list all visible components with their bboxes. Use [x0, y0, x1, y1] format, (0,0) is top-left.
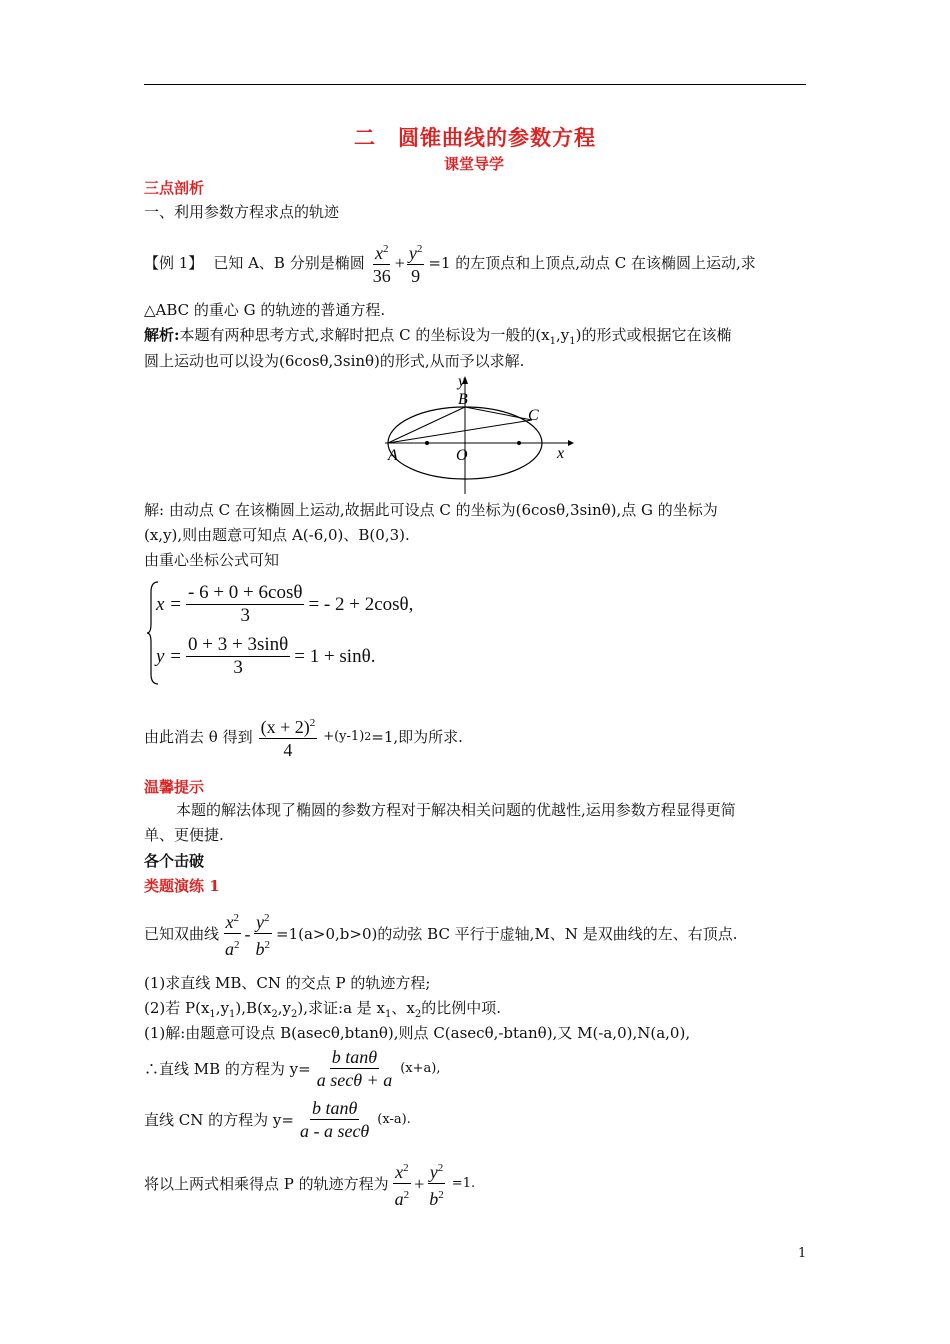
final-equation: 将以上两式相乘得点 P 的轨迹方程为 $\frac{x^2}{a^2}$ + $\frac{y^2}{b^2}$ =1.	[144, 1157, 475, 1210]
x-axis-arrow	[568, 440, 574, 446]
practice1-line1: 已知双曲线 $\frac{x^2}{a^2}$ - $\frac{y^2}{b^2}$ =1(a>0,b>0)的动弦 BC 平行于虚轴,M、N 是双曲线的左、右顶点.	[144, 907, 737, 960]
section-heading-analysis: 三点剖析	[144, 179, 205, 197]
page-subtitle: 课堂导学	[444, 155, 505, 173]
segment-AC	[388, 420, 532, 443]
segment-BC	[465, 407, 532, 420]
practice1-q1: (1)求直线 MB、CN 的交点 P 的轨迹方程;	[144, 974, 431, 992]
page-title: 二 圆锥曲线的参数方程	[354, 125, 596, 150]
solution-line1: 解: 由动点 C 在该椭圆上运动,故据此可设点 C 的坐标为(6cosθ,3sinθ),点 G 的坐标为	[144, 501, 718, 519]
solution-line3: 由重心坐标公式可知	[144, 551, 280, 569]
header-rule	[144, 84, 806, 85]
example1-line1: 【例 1】 已知 A、B 分别是椭圆 $\frac{x^2}{36}$ + $\frac{y^2}{9}$ =1 的左顶点和上顶点,动点 C 在该椭圆上运动,求	[144, 238, 756, 287]
conclusion-line: 由此消去 θ 得到 $\frac{(x + 2)^2}{4}$ +(y-1) 2 =1,即为所求.	[144, 712, 463, 761]
segment-AB	[388, 407, 465, 443]
practice1-q2: (2)若 $P(x_1,y_1),B(x_2,y_2)$,求证:a 是 $x_1$、$x_2$的比例中项.	[144, 999, 502, 1020]
equation-y: y = $\frac{0 + 3 + 3\sin\theta}{3}$ = 1 + sinθ.	[156, 634, 376, 678]
label-x: x	[557, 445, 565, 462]
example1-line2: △ABC 的重心 G 的轨迹的普通方程.	[144, 301, 386, 319]
solution-line2: (x,y),则由题意可知点 A(-6,0)、B(0,3).	[144, 526, 410, 544]
label-C: C	[528, 407, 539, 424]
tip-line1: 本题的解法体现了椭圆的参数方程对于解决相关问题的优越性,运用参数方程显得更简	[176, 801, 736, 819]
ellipse-figure	[380, 370, 580, 500]
section-heading-tip: 温馨提示	[144, 778, 205, 796]
analysis-line1: 解析:本题有两种思考方式,求解时把点 C 的坐标设为一般的$(x_1,y_1)$的形式或根据它在该椭	[144, 326, 732, 347]
focus-left	[425, 441, 429, 445]
focus-right	[517, 441, 521, 445]
example-tag: 【例 1】	[144, 253, 204, 272]
practice1-s1: (1)解:由题意可设点 B(asecθ,btanθ),则点 C(asecθ,-btanθ),又 M(-a,0),N(a,0),	[144, 1024, 691, 1042]
label-A: A	[388, 447, 398, 464]
ellipse-x-fraction: $\frac{x^2}{36}$	[371, 238, 393, 287]
line-CN-equation: 直线 CN 的方程为 y= $\frac{\text{b tanθ}}{\text{a - a secθ}}$ (x-a).	[144, 1098, 411, 1141]
equation-x: x = $\frac{- 6 + 0 + 6\cos\theta}{3}$ = - 2 + 2cosθ,	[156, 582, 414, 626]
tip-line2: 单、更便捷.	[144, 826, 224, 844]
line-MB-equation: ∴直线 MB 的方程为 y= $\frac{\text{b tanθ}}{\text{a secθ + a}}$ (x+a),	[144, 1047, 441, 1090]
label-O: O	[456, 447, 468, 464]
practice-heading: 类题演练 1	[144, 877, 220, 895]
ellipse-y-fraction: $\frac{y^2}{9}$	[407, 238, 425, 287]
label-B: B	[458, 391, 468, 408]
subheading-trajectory: 一、利用参数方程求点的轨迹	[144, 203, 340, 221]
page-number: 1	[798, 1246, 807, 1261]
analysis-line2: 圆上运动也可以设为(6cosθ,3sinθ)的形式,从而予以求解.	[144, 352, 525, 370]
section-heading-breakthrough: 各个击破	[144, 852, 205, 870]
label-y: y	[458, 373, 466, 390]
